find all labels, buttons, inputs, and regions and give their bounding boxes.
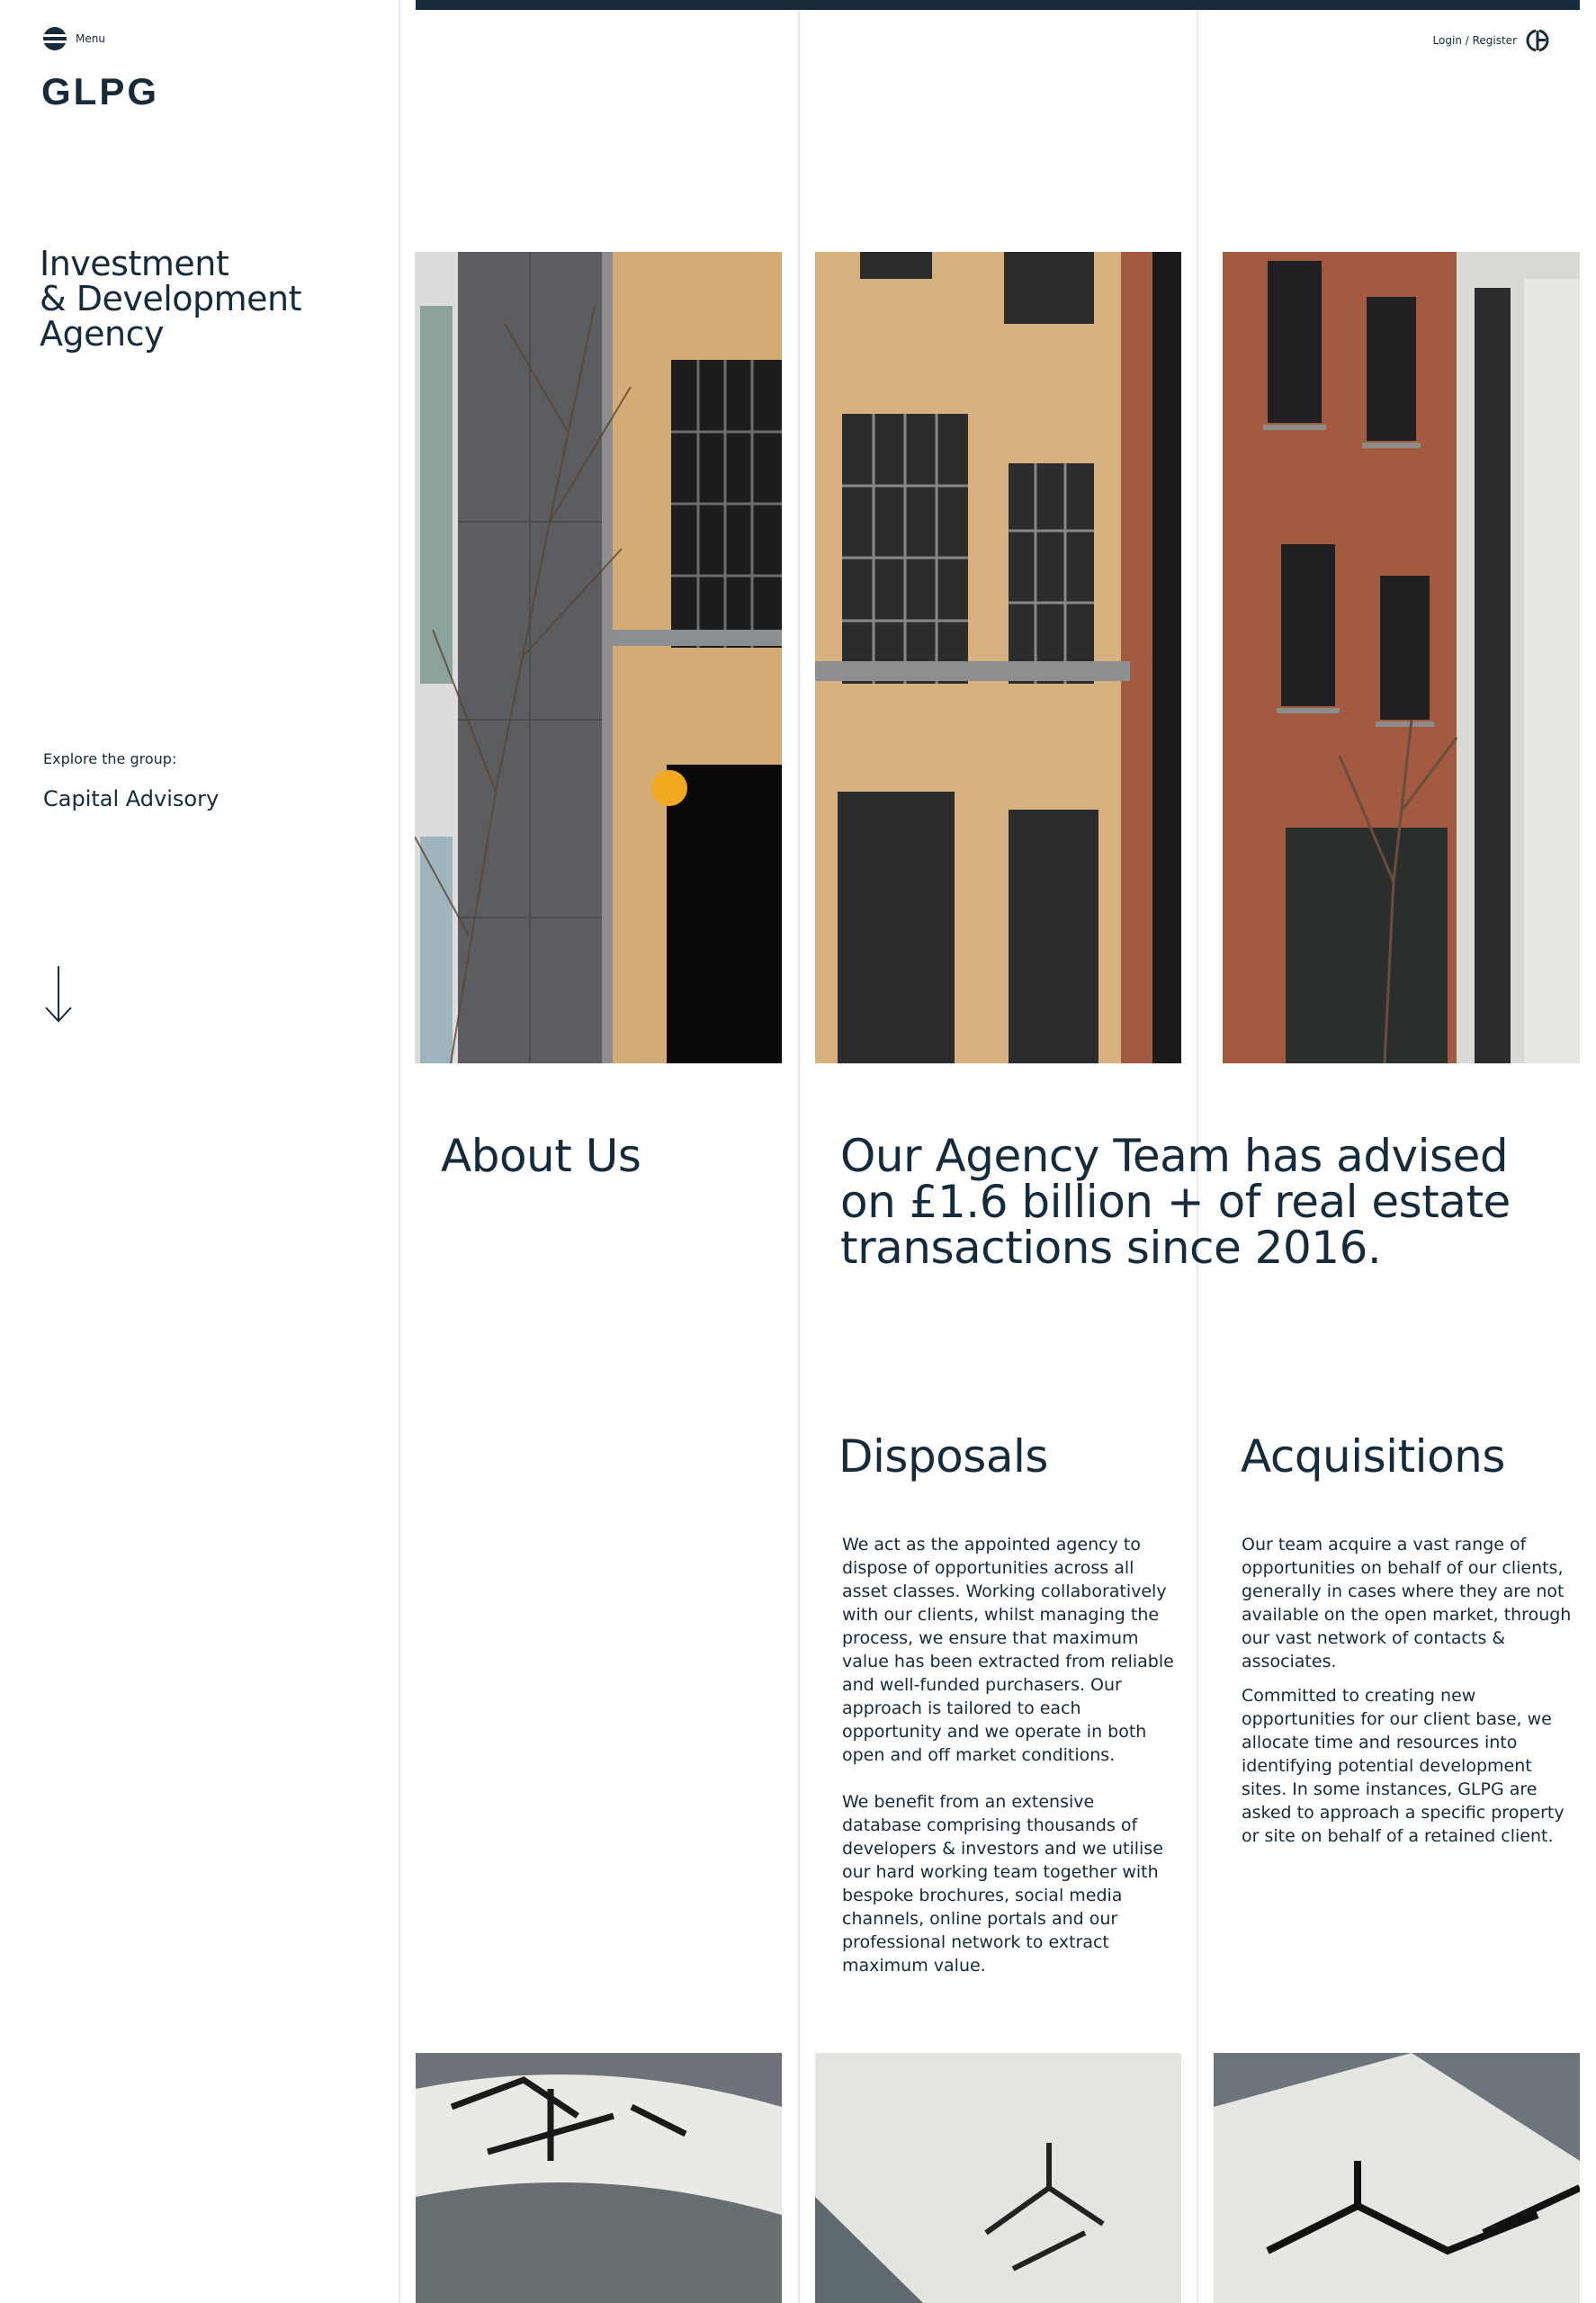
menu-icon <box>43 27 67 50</box>
building-photo <box>1214 252 1580 1063</box>
top-accent-bar <box>416 0 1580 10</box>
column-divider <box>798 0 800 2303</box>
disposals-text <box>842 1533 1175 2001</box>
login-register-label: Login / Register <box>1432 34 1517 47</box>
acquisitions-text <box>1242 1533 1580 1871</box>
disposals-paragraph: We benefit from an extensive database comprising thousands of developers & investors and we utilise our hard working team together with bespoke brochures, social media channels, online portals and our professional network to extract maximum value. <box>842 1792 1163 1976</box>
column-divider <box>399 0 400 2303</box>
arrow-down-icon[interactable] <box>43 964 74 1024</box>
brand-monogram-icon <box>1526 29 1549 52</box>
acquisitions-paragraph: Our team acquire a vast range of opportunities on behalf of our clients, generally in cases where they are not available on the open market, through our vast network of contacts & associates. <box>1242 1535 1572 1671</box>
acquisitions-title: Acquisitions <box>1241 1430 1505 1483</box>
building-photo <box>815 252 1181 1063</box>
floorplan-photo <box>416 2053 782 2303</box>
floorplan-photo <box>1214 2053 1580 2303</box>
about-headline: Our Agency Team has advised on £1.6 billion + of real estate transactions since 2016. <box>840 1130 1511 1274</box>
acquisitions-paragraph: Committed to creating new opportunities for our client base, we allocate time and resources into identifying potential development sites. In some instances, GLPG are asked to approach a specific property or site on behalf of a retained client. <box>1242 1686 1565 1846</box>
explore-label: Explore the group: <box>43 750 177 767</box>
about-title: About Us <box>441 1130 641 1182</box>
tagline <box>40 246 363 352</box>
menu-button[interactable] <box>43 27 105 50</box>
disposals-paragraph: We act as the appointed agency to dispose of opportunities across all asset classes. Working collaboratively with our clients, whilst managing the process, we ensure that maximum value has been extracted from reliable and well-funded purchasers. Our approach is tailored to each opportunity and we operate in both open and off market conditions. <box>842 1535 1174 1765</box>
tagline-line: Agency <box>40 314 164 354</box>
disposals-title: Disposals <box>838 1430 1048 1483</box>
tagline-line: & Development <box>40 279 302 318</box>
login-register-link[interactable] <box>1433 29 1549 52</box>
tagline-line: Investment <box>40 244 229 283</box>
capital-advisory-link[interactable]: Capital Advisory <box>43 786 220 811</box>
floorplan-photo <box>815 2053 1181 2303</box>
building-photo <box>415 252 782 1063</box>
site-logo[interactable]: GLPG <box>41 70 160 112</box>
menu-label: Menu <box>76 32 105 45</box>
